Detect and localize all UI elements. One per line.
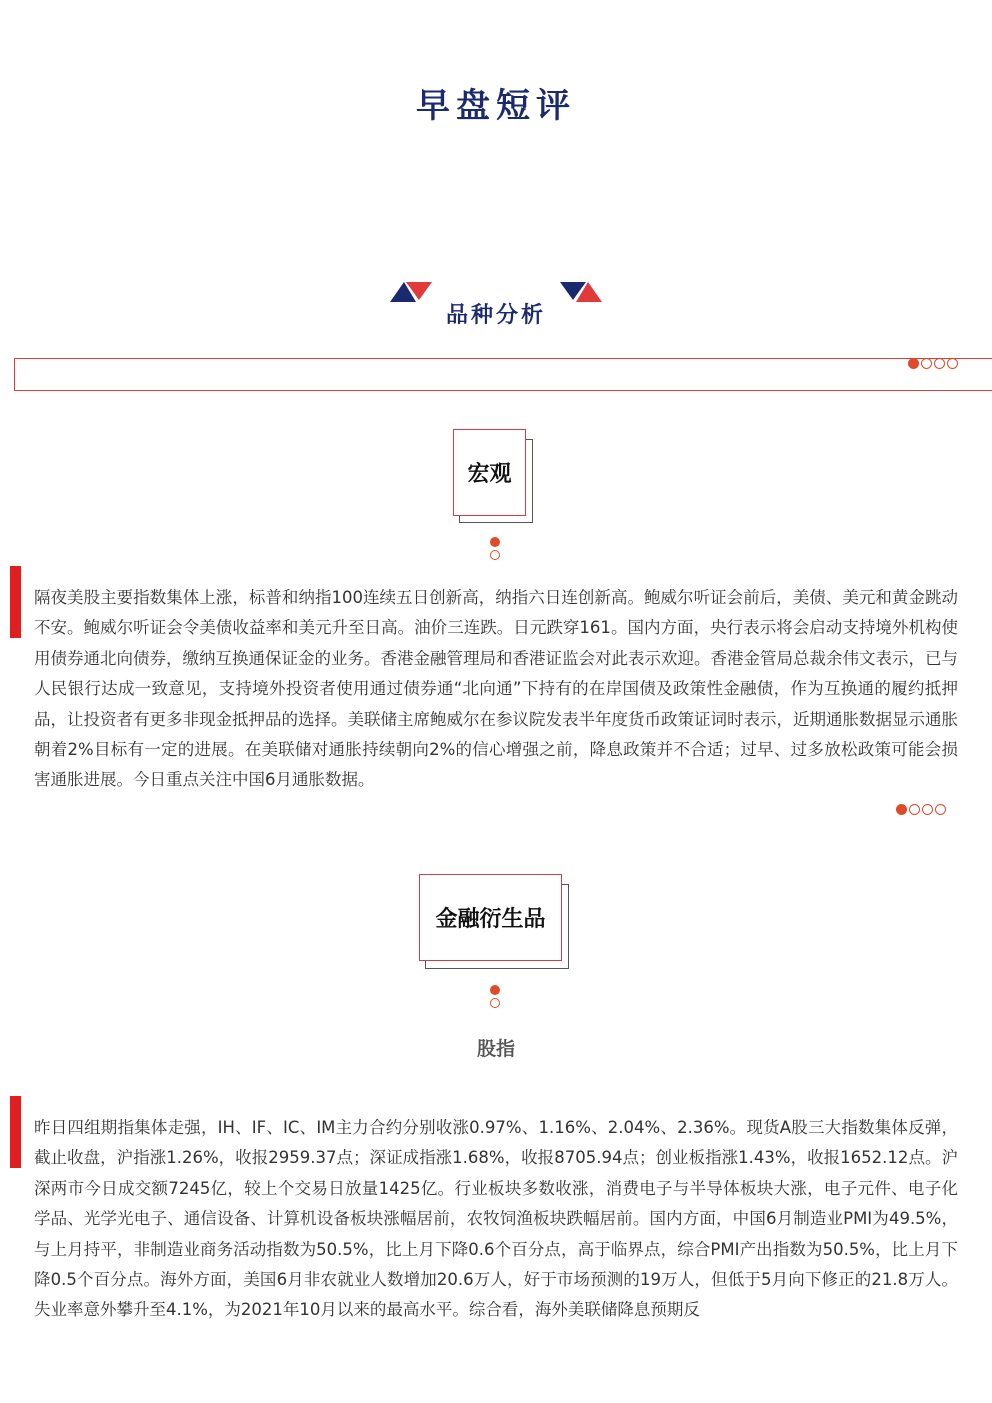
dot-icon	[947, 358, 958, 369]
macro-paragraph: 隔夜美股主要指数集体上涨，标普和纳指100连续五日创新高，纳指六日连创新高。鲍威尔听证会前后，美债、美元和黄金跳动不安。鲍威尔听证会令美债收益率和美元升至日高。油价三连跌。日元跌穿161。国内方面，央行表示将会启动支持境外机构使用债券通北向债券，缴纳互换通保证金的业务。香港金融管理局和香港证监会对此表示欢迎。香港金管局总裁余伟文表示，已与人民银行达成一致意见，支持境外投资者使用通过债券通“北向通”下持有的在岸国债及政策性金融债，作为互换通的履约抵押品，让投资者有更多非现金抵押品的选择。美联储主席鲍威尔在参议院发表半年度货币政策证词时表示，近期通胀数据显示通胀朝着2%目标有一定的进展。在美联储对通胀持续朝向2%的信心增强之前，降息政策并不合适；过早、过多放松政策可能会损害通胀进展。今日重点关注中国6月通胀数据。	[34, 588, 958, 790]
dot-icon	[921, 358, 932, 369]
dot-icon	[490, 537, 500, 547]
index-futures-subheading: 股指	[476, 1038, 515, 1060]
accent-bar	[10, 566, 21, 638]
accent-bar	[10, 1096, 21, 1168]
derivatives-paragraph: 昨日四组期指集体走强，IH、IF、IC、IM主力合约分别收涨0.97%、1.16%、2.04%、2.36%。现货A股三大指数集体反弹，截止收盘，沪指涨1.26%，收报2959.37点；深证成指涨1.68%，收报8705.94点；创业板指涨1.43%，收报1652.12点。沪深两市今日成交额7245亿，较上个交易日放量1425亿。行业板块多数收涨，消费电子与半导体板块大涨，电子元件、电子化学品、光学光电子、通信设备、计算机设备板块涨幅居前，农牧饲渔板块跌幅居前。国内方面，中国6月制造业PMI为49.5%，与上月持平，非制造业商务活动指数为50.5%，比上月下降0.6个百分点，高于临界点，综合PMI产出指数为50.5%，比上月下降0.5个百分点。海外方面，美国6月非农就业人数增加20.6万人，好于市场预测的19万人，但低于5月向下修正的21.8万人。失业率意外攀升至4.1%，为2021年10月以来的最高水平。综合看，海外美联储降息预期反	[34, 1118, 958, 1320]
dot-icon	[935, 804, 946, 815]
dot-icon	[896, 804, 907, 815]
vertical-dots-icon	[490, 537, 500, 560]
dot-icon	[490, 998, 500, 1008]
page-title: 早盘短评	[416, 86, 576, 126]
macro-label: 宏观	[453, 429, 526, 516]
dot-icon	[908, 358, 919, 369]
dot-icon	[922, 804, 933, 815]
derivatives-label: 金融衍生品	[419, 874, 562, 961]
section-frame	[14, 358, 992, 391]
dot-icon	[909, 804, 920, 815]
vertical-dots-icon	[490, 985, 500, 1008]
dots-decoration-icon	[896, 804, 946, 815]
dot-icon	[934, 358, 945, 369]
section-heading: 品种分析	[445, 303, 546, 328]
dot-icon	[490, 550, 500, 560]
dot-icon	[490, 985, 500, 995]
dots-decoration-icon	[908, 358, 958, 369]
